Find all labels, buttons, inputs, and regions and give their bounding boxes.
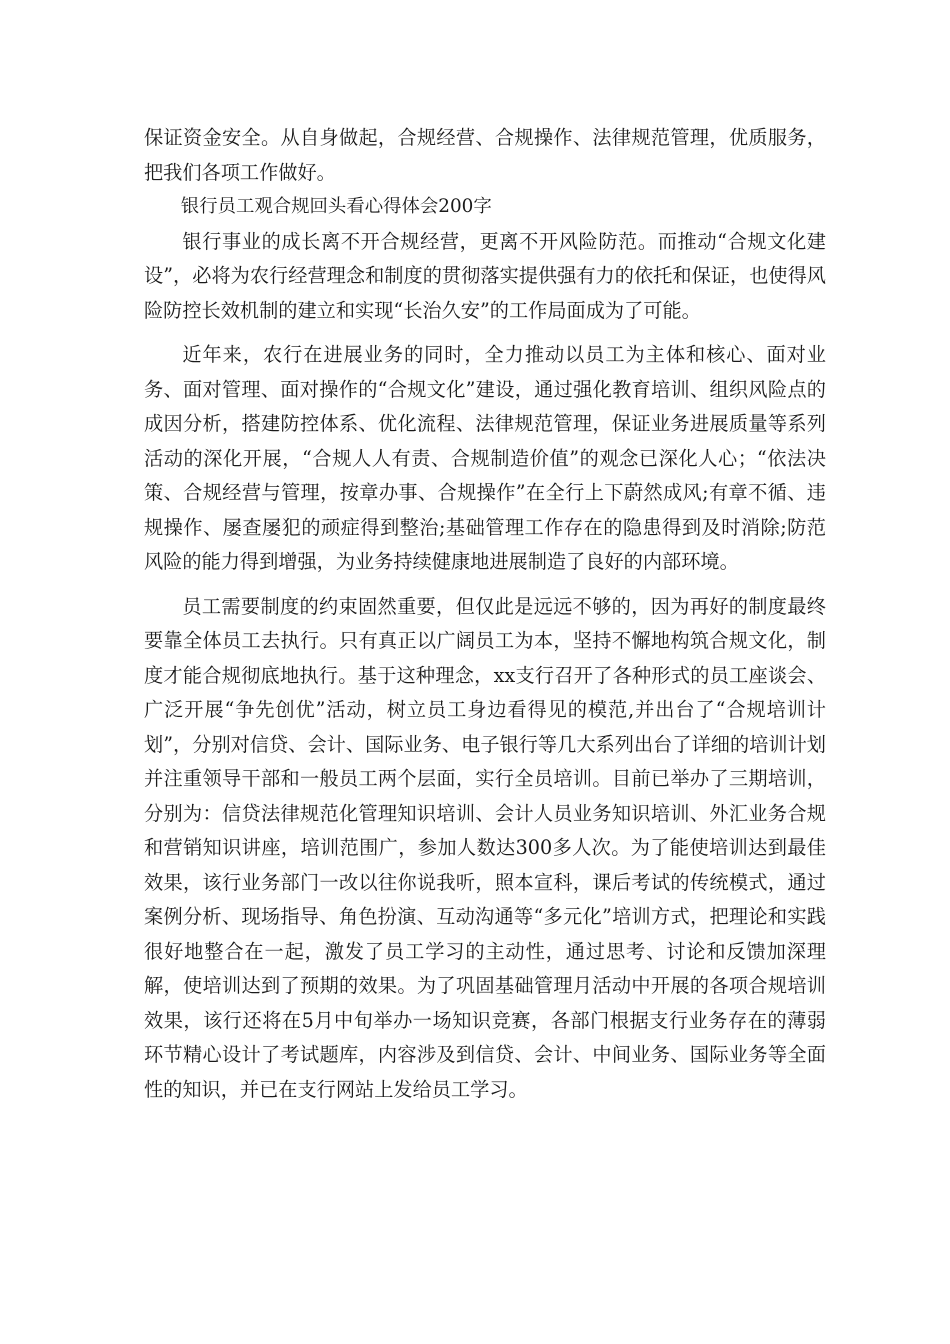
paragraph-staff-training: 员工需要制度的约束固然重要，但仅此是远远不够的，因为再好的制度最终要靠全体员工去执行。只有真正以广阔员工为本，坚持不懈地构筑合规文化，制度才能合规彻底地执行。基于这种理念，xx支行召开了各种形式的员工座谈会、广泛开展“争先创优”活动，树立员工身边看得见的模范,并出台了“合规培训计划”，分别对信贷、会计、国际业务、电子银行等几大系列出台了详细的培训计划并注重领导干部和一般员工两个层面，实行全员培训。目前已举办了三期培训，分别为：信贷法律规范化管理知识培训、会计人员业务知识培训、外汇业务合规和营销知识讲座，培训范围广，参加人数达300多人次。为了能使培训达到最佳效果，该行业务部门一改以往你说我听，照本宣科，课后考试的传统模式，通过案例分析、现场指导、角色扮演、互动沟通等“多元化”培训方式，把理论和实践很好地整合在一起，激发了员工学习的主动性，通过思考、讨论和反馈加深理解，使培训达到了预期的效果。为了巩固基础管理月活动中开展的各项合规培训效果，该行还将在5月中旬举办一场知识竞赛，各部门根据支行业务存在的薄弱环节精心设计了考试题库，内容涉及到信贷、会计、中间业务、国际业务等全面性的知识，并已在支行网站上发给员工学习。 — [144, 594, 826, 1101]
paragraph-intro: 银行事业的成长离不开合规经营，更离不开风险防范。而推动“合规文化建设”，必将为农行经营理念和制度的贯彻落实提供强有力的依托和保证，也使得风险防控长效机制的建立和实现“长治久安”的工作局面成为了可能。 — [144, 229, 826, 322]
section-heading: 银行员工观合规回头看心得体会200字 — [180, 196, 492, 217]
document-body — [144, 121, 826, 1107]
paragraph-recent-years: 近年来，农行在进展业务的同时，全力推动以员工为主体和核心、面对业务、面对管理、面对操作的“合规文化”建设，通过强化教育培训、组织风险点的成因分析，搭建防控体系、优化流程、法律规范管理，保证业务进展质量等系列活动的深化开展，“合规人人有责、合规制造价值”的观念已深化人心；“依法决策、合规经营与管理，按章办事、合规操作”在全行上下蔚然成风;有章不循、违规操作、屡查屡犯的顽症得到整治;基础管理工作存在的隐患得到及时消除;防范风险的能力得到增强，为业务持续健康地进展制造了良好的内部环境。 — [144, 343, 826, 573]
paragraph-continuation: 保证资金安全。从自身做起，合规经营、合规操作、法律规范管理，优质服务，把我们各项工作做好。 — [144, 126, 826, 184]
